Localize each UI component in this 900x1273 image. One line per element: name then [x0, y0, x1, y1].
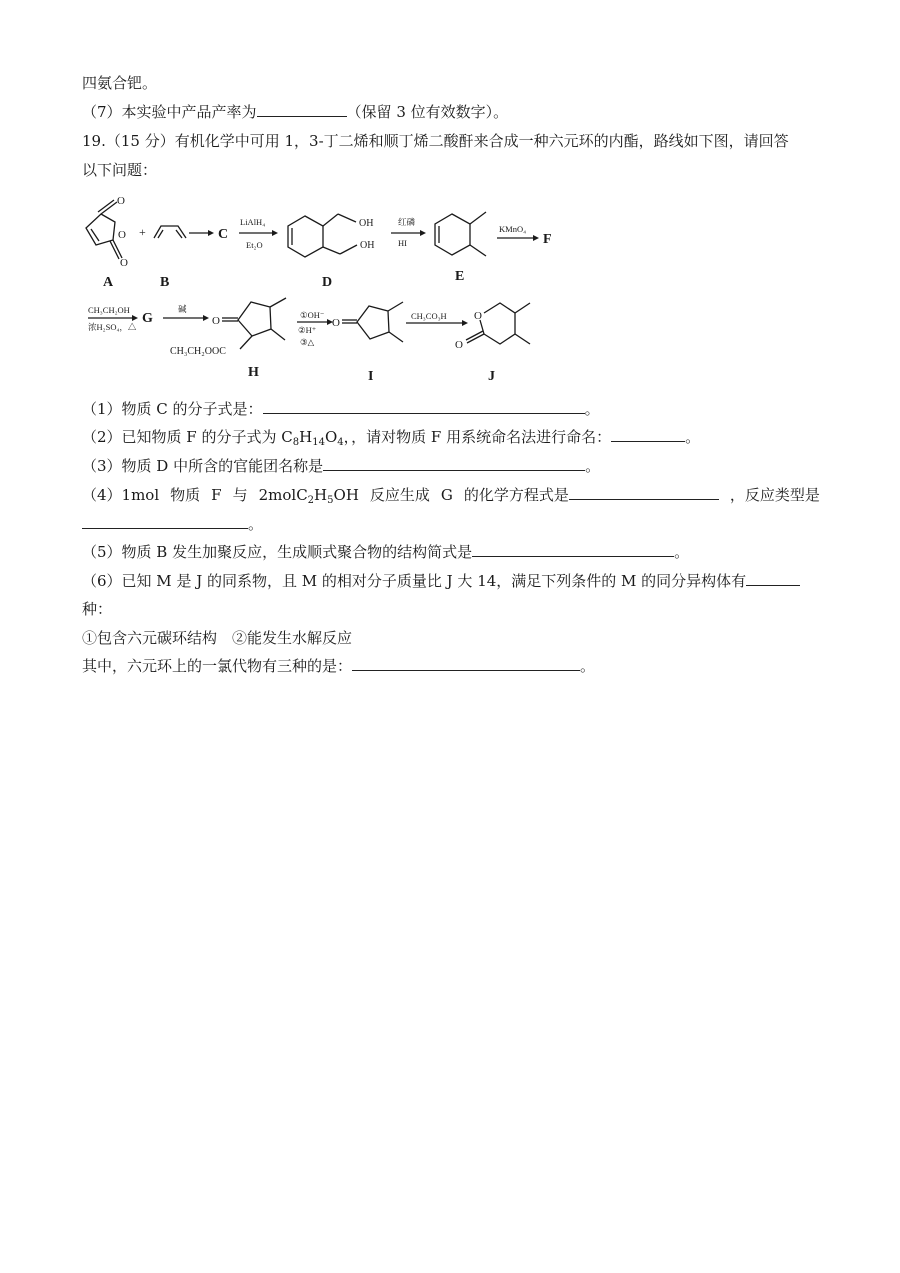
label-h: H	[248, 365, 259, 380]
question-7: （7）本实验中产品产率为 （保留 3 位有效数字）。	[82, 103, 509, 121]
answer-blank[interactable]	[569, 484, 719, 500]
label-b: B	[160, 275, 170, 290]
question-3: （3）物质 D 中所含的官能团名称是 。	[82, 457, 601, 475]
reagent-ether: Et₂O	[246, 240, 263, 250]
question-4: （4）1mol 物质 F 与 $2molC_2H_5OH$ 反应生成 G 的化学方程式是 ，反应类型是	[82, 486, 820, 506]
label-d: D	[322, 275, 333, 290]
reaction-scheme	[0, 0, 900, 400]
molecule-a	[86, 195, 128, 269]
svg-text:OH: OH	[359, 218, 374, 229]
reagent-peracetic-acid: CH₃CO₃H	[411, 311, 447, 321]
label-f: F	[543, 232, 552, 247]
question-6-cont: 种：	[82, 600, 113, 618]
svg-text:③△: ③△	[300, 337, 315, 347]
oxygen-atom: O	[120, 257, 128, 269]
reagent-lialh4: LiAlH₄	[240, 217, 266, 227]
label-j: J	[488, 369, 495, 384]
question-2: （2）已知物质 F 的分子式为 $C_8H_{14}O_4$，，请对物质 F 用系统命名法进行命名： 。	[82, 428, 701, 448]
molecule-d	[288, 214, 374, 257]
svg-text:O: O	[332, 317, 340, 329]
label-e: E	[455, 269, 465, 284]
molecule-h	[170, 298, 286, 357]
answer-blank[interactable]	[352, 655, 580, 671]
label-g: G	[142, 311, 153, 326]
question-6: （6）已知 M 是 J 的同系物，且 M 的相对分子质量比 J 大 14，满足下列条件的 M 的同分异构体有	[82, 570, 800, 592]
question-4-cont: 。	[82, 513, 263, 535]
answer-blank[interactable]	[746, 570, 800, 586]
question-1: （1）物质 C 的分子式是： 。	[82, 400, 600, 418]
svg-text:O: O	[474, 310, 482, 322]
answer-blank[interactable]	[323, 455, 585, 471]
molecule-j	[455, 303, 530, 351]
answer-blank[interactable]	[82, 513, 248, 529]
question-5: （5）物质 B 发生加聚反应，生成顺式聚合物的结构简式是 。	[82, 543, 690, 561]
label-i: I	[368, 369, 374, 384]
reagent-red-p: 红磷	[398, 217, 416, 227]
plus-sign: +	[139, 225, 146, 239]
svg-text:O: O	[212, 315, 220, 327]
answer-blank[interactable]	[263, 398, 585, 414]
svg-text:②H⁺: ②H⁺	[298, 325, 317, 335]
reagent-base: 碱	[178, 304, 187, 314]
molecule-e	[435, 212, 486, 256]
reagent-h2so4: 浓H₂SO₄，△	[88, 322, 137, 332]
question-6-final: 其中，六元环上的一氯代物有三种的是： 。	[82, 657, 596, 675]
label-c: C	[218, 227, 229, 242]
molecule-i	[332, 302, 403, 342]
oxygen-atom: O	[118, 229, 126, 241]
label-a: A	[103, 275, 114, 290]
question-19-intro-cont: 以下问题：	[82, 161, 158, 179]
svg-text:①OH⁻: ①OH⁻	[300, 310, 325, 320]
molecule-b	[154, 226, 186, 238]
answer-blank[interactable]	[472, 541, 674, 557]
svg-text:O: O	[455, 339, 463, 351]
reagent-kmno4: KMnO₄	[499, 224, 527, 234]
oxygen-atom: O	[117, 195, 125, 207]
reagent-hi: HI	[398, 238, 407, 248]
text-line-1: 四氨合钯。	[82, 74, 158, 92]
question-19-intro: 19.（15 分）有机化学中可用 1，3-丁二烯和顺丁烯二酸酐来合成一种六元环的内酯，路线如下图，请回答	[82, 132, 789, 150]
question-6-conditions: ①包含六元碳环结构 ②能发生水解反应	[82, 629, 353, 647]
answer-blank[interactable]	[611, 426, 685, 442]
svg-text:OH: OH	[360, 240, 375, 251]
reagent-ethanol: CH₃CH₂OH	[88, 305, 130, 315]
ester-group: CH₃CH₂OOC	[170, 346, 226, 357]
